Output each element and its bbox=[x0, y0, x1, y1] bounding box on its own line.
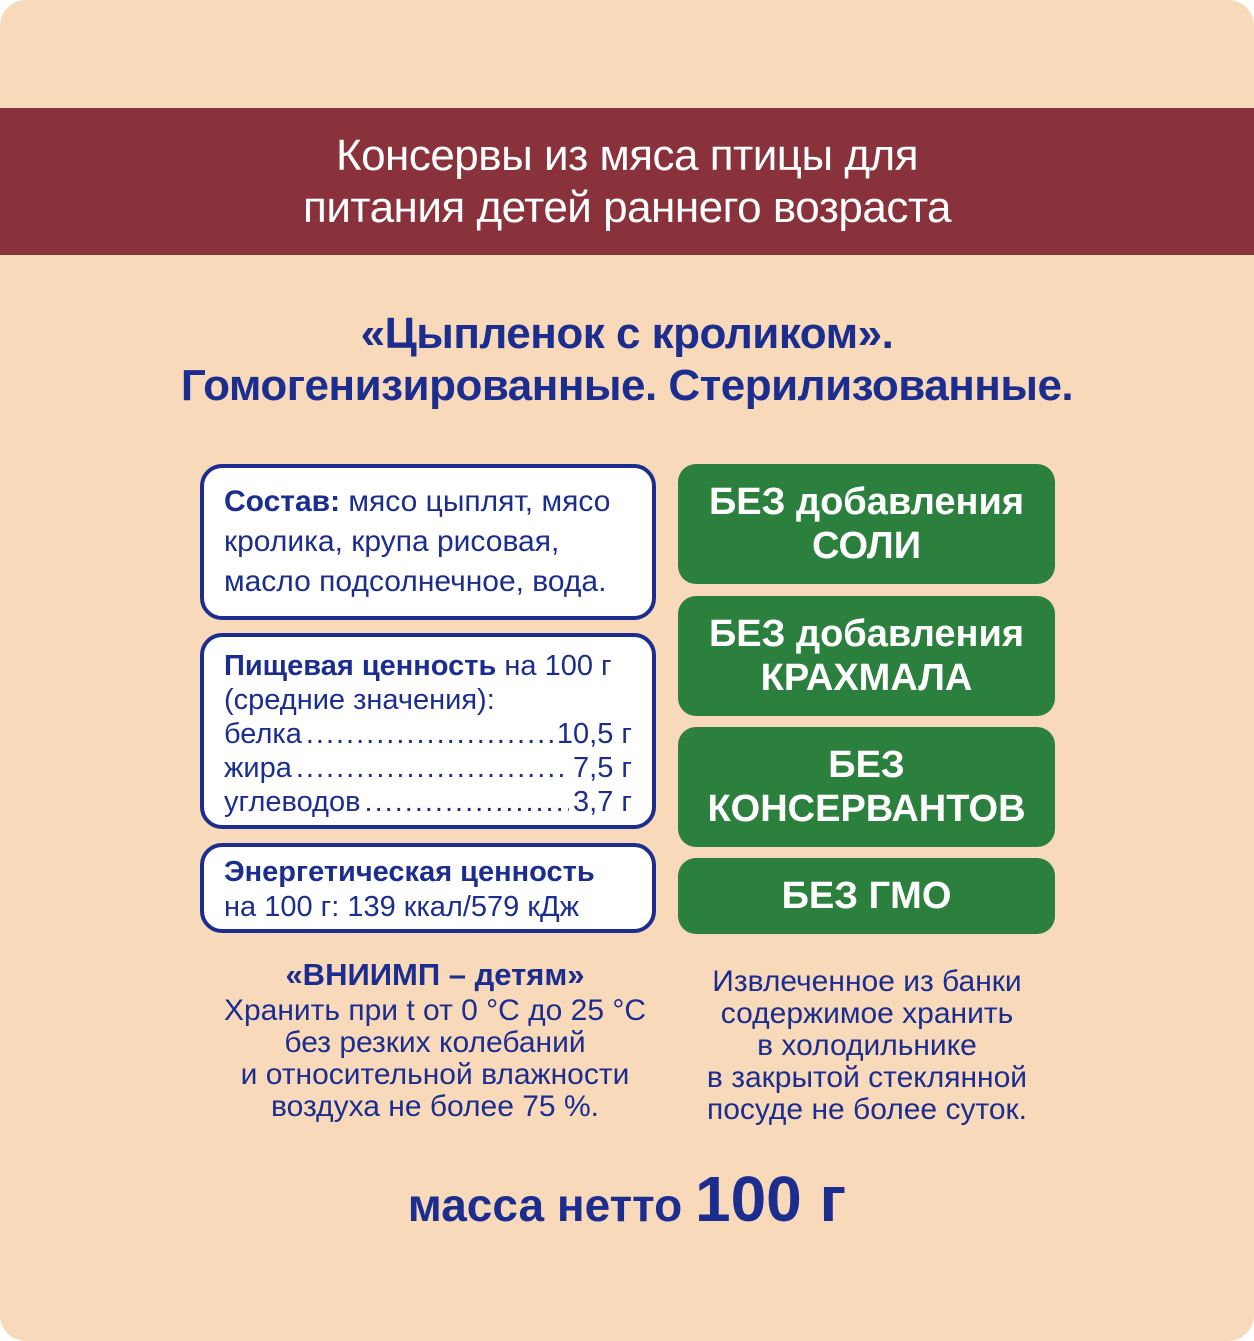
after-opening-line-2: содержимое хранить bbox=[720, 997, 1014, 1030]
nutrient-value: 10,5 г bbox=[556, 718, 632, 750]
composition-text-1: мясо цыплят, мясо bbox=[340, 485, 611, 518]
nutrition-per: на 100 г bbox=[496, 650, 612, 682]
net-weight-value: 100 г bbox=[694, 1163, 847, 1235]
after-opening-line-3: в холодильнике bbox=[757, 1029, 977, 1062]
nutrient-name: белка bbox=[224, 718, 302, 750]
nutrition-row bbox=[224, 751, 632, 785]
composition-text-3: масло подсолнечное, вода. bbox=[224, 565, 607, 598]
badge-line-1: БЕЗ добавления bbox=[708, 613, 1025, 655]
after-opening-info bbox=[680, 966, 1054, 1126]
leader-dots bbox=[306, 717, 553, 751]
product-name: «Цыпленок с кроликом». bbox=[360, 309, 894, 358]
leader-dots bbox=[365, 785, 570, 819]
energy-box bbox=[200, 843, 656, 933]
storage-line-1: Хранить при t от 0 °С до 25 °С bbox=[223, 994, 647, 1027]
badge-line-1: БЕЗ добавления bbox=[708, 481, 1025, 523]
badge-no-preservatives bbox=[678, 727, 1055, 847]
badge-no-salt bbox=[678, 464, 1055, 584]
badge-line-1: БЕЗ bbox=[828, 744, 905, 786]
leader-dots bbox=[296, 751, 569, 785]
energy-value: на 100 г: 139 ккал/579 кДж bbox=[224, 891, 580, 923]
badge-line-1: БЕЗ ГМО bbox=[781, 875, 952, 917]
storage-line-4: воздуха не более 75 %. bbox=[271, 1090, 599, 1123]
nutrient-value: 7,5 г bbox=[573, 752, 632, 784]
badge-line-2: СОЛИ bbox=[811, 525, 922, 567]
composition-text-2: кролика, крупа рисовая, bbox=[224, 525, 560, 558]
nutrient-value: 3,7 г bbox=[573, 786, 632, 818]
product-title bbox=[0, 308, 1254, 412]
header-banner bbox=[0, 108, 1254, 255]
after-opening-line-4: в закрытой стеклянной bbox=[706, 1061, 1028, 1094]
nutrition-row bbox=[224, 785, 632, 819]
nutrition-box bbox=[200, 633, 656, 829]
after-opening-line-5: посуде не более суток. bbox=[706, 1093, 1027, 1126]
nutrition-note: (средние значения): bbox=[224, 684, 495, 716]
nutrition-label: Пищевая ценность bbox=[224, 650, 497, 682]
after-opening-line-1: Извлеченное из банки bbox=[712, 965, 1022, 998]
composition-box bbox=[200, 464, 656, 620]
producer-brand: «ВНИИМП – детям» bbox=[285, 957, 585, 992]
energy-label: Энергетическая ценность bbox=[224, 856, 595, 888]
badge-line-2: КРАХМАЛА bbox=[760, 657, 973, 699]
badge-no-gmo bbox=[678, 858, 1055, 934]
storage-info bbox=[200, 955, 670, 1123]
header-line-2: питания детей раннего возраста bbox=[303, 182, 951, 232]
composition-label: Состав: bbox=[224, 485, 341, 518]
nutrition-row bbox=[224, 717, 632, 751]
storage-line-3: и относительной влажности bbox=[240, 1058, 630, 1091]
storage-line-2: без резких колебаний bbox=[284, 1026, 586, 1059]
nutrient-name: жира bbox=[224, 752, 292, 784]
badge-line-2: КОНСЕРВАНТОВ bbox=[707, 788, 1026, 830]
net-weight-label: масса нетто bbox=[407, 1179, 695, 1231]
badge-no-starch bbox=[678, 596, 1055, 716]
net-weight bbox=[0, 1162, 1254, 1236]
header-line-1: Консервы из мяса птицы для bbox=[335, 130, 919, 180]
nutrient-name: углеводов bbox=[224, 786, 361, 818]
product-type: Гомогенизированные. Стерилизованные. bbox=[180, 361, 1074, 410]
